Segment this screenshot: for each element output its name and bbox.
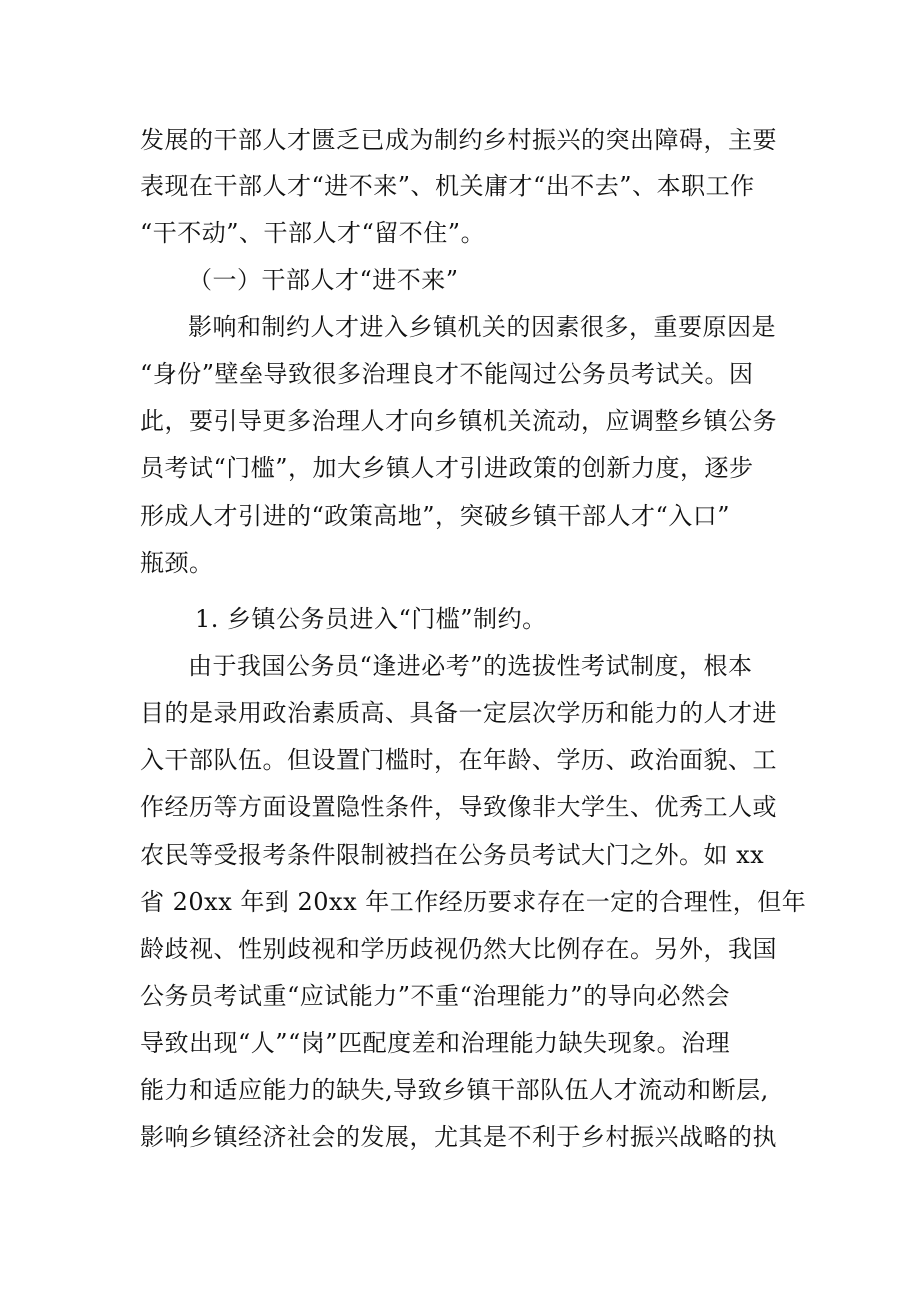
paragraph-line: 影响和制约人才进入乡镇机关的因素很多，重要原因是 (188, 313, 776, 341)
paragraph-line: 目的是录用政治素质高、具备一定层次学历和能力的人才进 (140, 699, 777, 727)
subsection-heading: 1. 乡镇公务员进入“门槛”制约。 (195, 605, 547, 633)
paragraph-line: 此，要引导更多治理人才向乡镇机关流动，应调整乡镇公务 (140, 407, 777, 435)
paragraph-line: 作经历等方面设置隐性条件，导致像非大学生、优秀工人或 (140, 793, 777, 821)
paragraph-line: 瓶颈。 (140, 549, 214, 577)
paragraph-line: 公务员考试重“应试能力”不重“治理能力”的导向必然会 (140, 982, 731, 1010)
paragraph-line: 省 20xx 年到 20xx 年工作经历要求存在一定的合理性，但年 (140, 888, 807, 916)
paragraph-line: 员考试“门槛”，加大乡镇人才引进政策的创新力度，逐步 (140, 454, 754, 482)
paragraph-line: 发展的干部人才匮乏已成为制约乡村振兴的突出障碍，主要 (140, 126, 777, 154)
paragraph-line: 导致出现“人”“岗”匹配度差和治理能力缺失现象。治理 (140, 1029, 731, 1057)
section-heading: （一）干部人才“进不来” (188, 266, 459, 294)
paragraph-line: 能力和适应能力的缺失,导致乡镇干部队伍人才流动和断层, (140, 1076, 769, 1104)
paragraph-line: 龄歧视、性别歧视和学历歧视仍然大比例存在。另外，我国 (140, 935, 777, 963)
paragraph-line: “身份”壁垒导致很多治理良才不能闯过公务员考试关。因 (140, 360, 754, 388)
paragraph-line: 农民等受报考条件限制被挡在公务员考试大门之外。如 xx (140, 841, 765, 869)
paragraph-line: 入干部队伍。但设置门槛时，在年龄、学历、政治面貌、工 (140, 746, 777, 774)
paragraph-line: 影响乡镇经济社会的发展，尤其是不利于乡村振兴战略的执 (140, 1123, 777, 1151)
paragraph-line: “干不动”、干部人才“留不住”。 (140, 219, 486, 247)
paragraph-line: 形成人才引进的“政策高地”，突破乡镇干部人才“入口” (140, 502, 731, 530)
paragraph-line: 由于我国公务员“逢进必考”的选拔性考试制度，根本 (188, 652, 753, 680)
paragraph-line: 表现在干部人才“进不来”、机关庸才“出不去”、本职工作 (140, 172, 755, 200)
